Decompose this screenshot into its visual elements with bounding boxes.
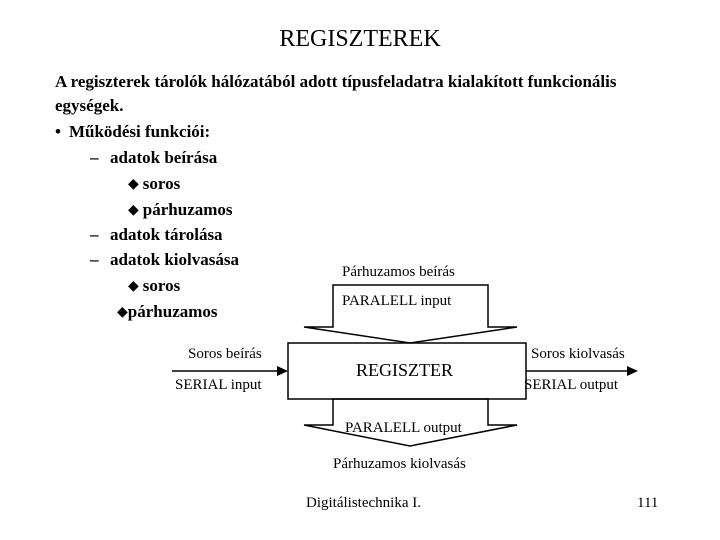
dash-symbol: – [90,225,99,244]
parallel-output-hu-label: Párhuzamos kiolvasás [333,456,466,472]
mode-label: soros [142,276,181,295]
diamond-icon: ◆ [128,203,139,218]
function-label: adatok tárolása [110,225,223,244]
parallel-input-hu-label: Párhuzamos beírás [342,264,455,280]
footer-course: Digitálistechnika I. [306,495,421,511]
dash-symbol: – [90,148,99,167]
serial-input-en-label: SERIAL input [175,377,262,393]
dash-symbol: – [90,250,99,269]
parallel-output-en-label: PARALELL output [345,420,462,436]
intro-line-1: A regiszterek tárolók hálózatából adott típusfeladatra kialakított funkcionális [55,72,617,91]
register-label: REGISZTER [356,360,453,380]
parallel-input-en-label: PARALELL input [342,293,452,309]
diamond-icon: ◆ [128,177,139,192]
intro-line-2: egységek. [55,96,124,115]
slide-title: REGISZTEREK [279,26,441,52]
serial-output-hu-label: Soros kiolvasás [531,346,625,362]
mode-label: párhuzamos [127,302,218,321]
diamond-icon: ◆ [128,279,139,294]
serial-input-hu-label: Soros beírás [188,346,262,362]
mode-label: soros [142,174,181,193]
function-label: adatok kiolvasása [110,250,239,269]
diamond-icon: ◆ [117,305,128,320]
bullet-label: Működési funkciói: [68,122,211,141]
bullet-symbol: • [55,122,61,141]
mode-label: párhuzamos [142,200,233,219]
serial-output-arrowhead [627,366,638,376]
serial-output-en-label: SERIAL output [524,377,619,393]
page-number: 111 [637,495,659,511]
function-label: adatok beírása [110,148,218,167]
serial-input-arrowhead [277,366,288,376]
